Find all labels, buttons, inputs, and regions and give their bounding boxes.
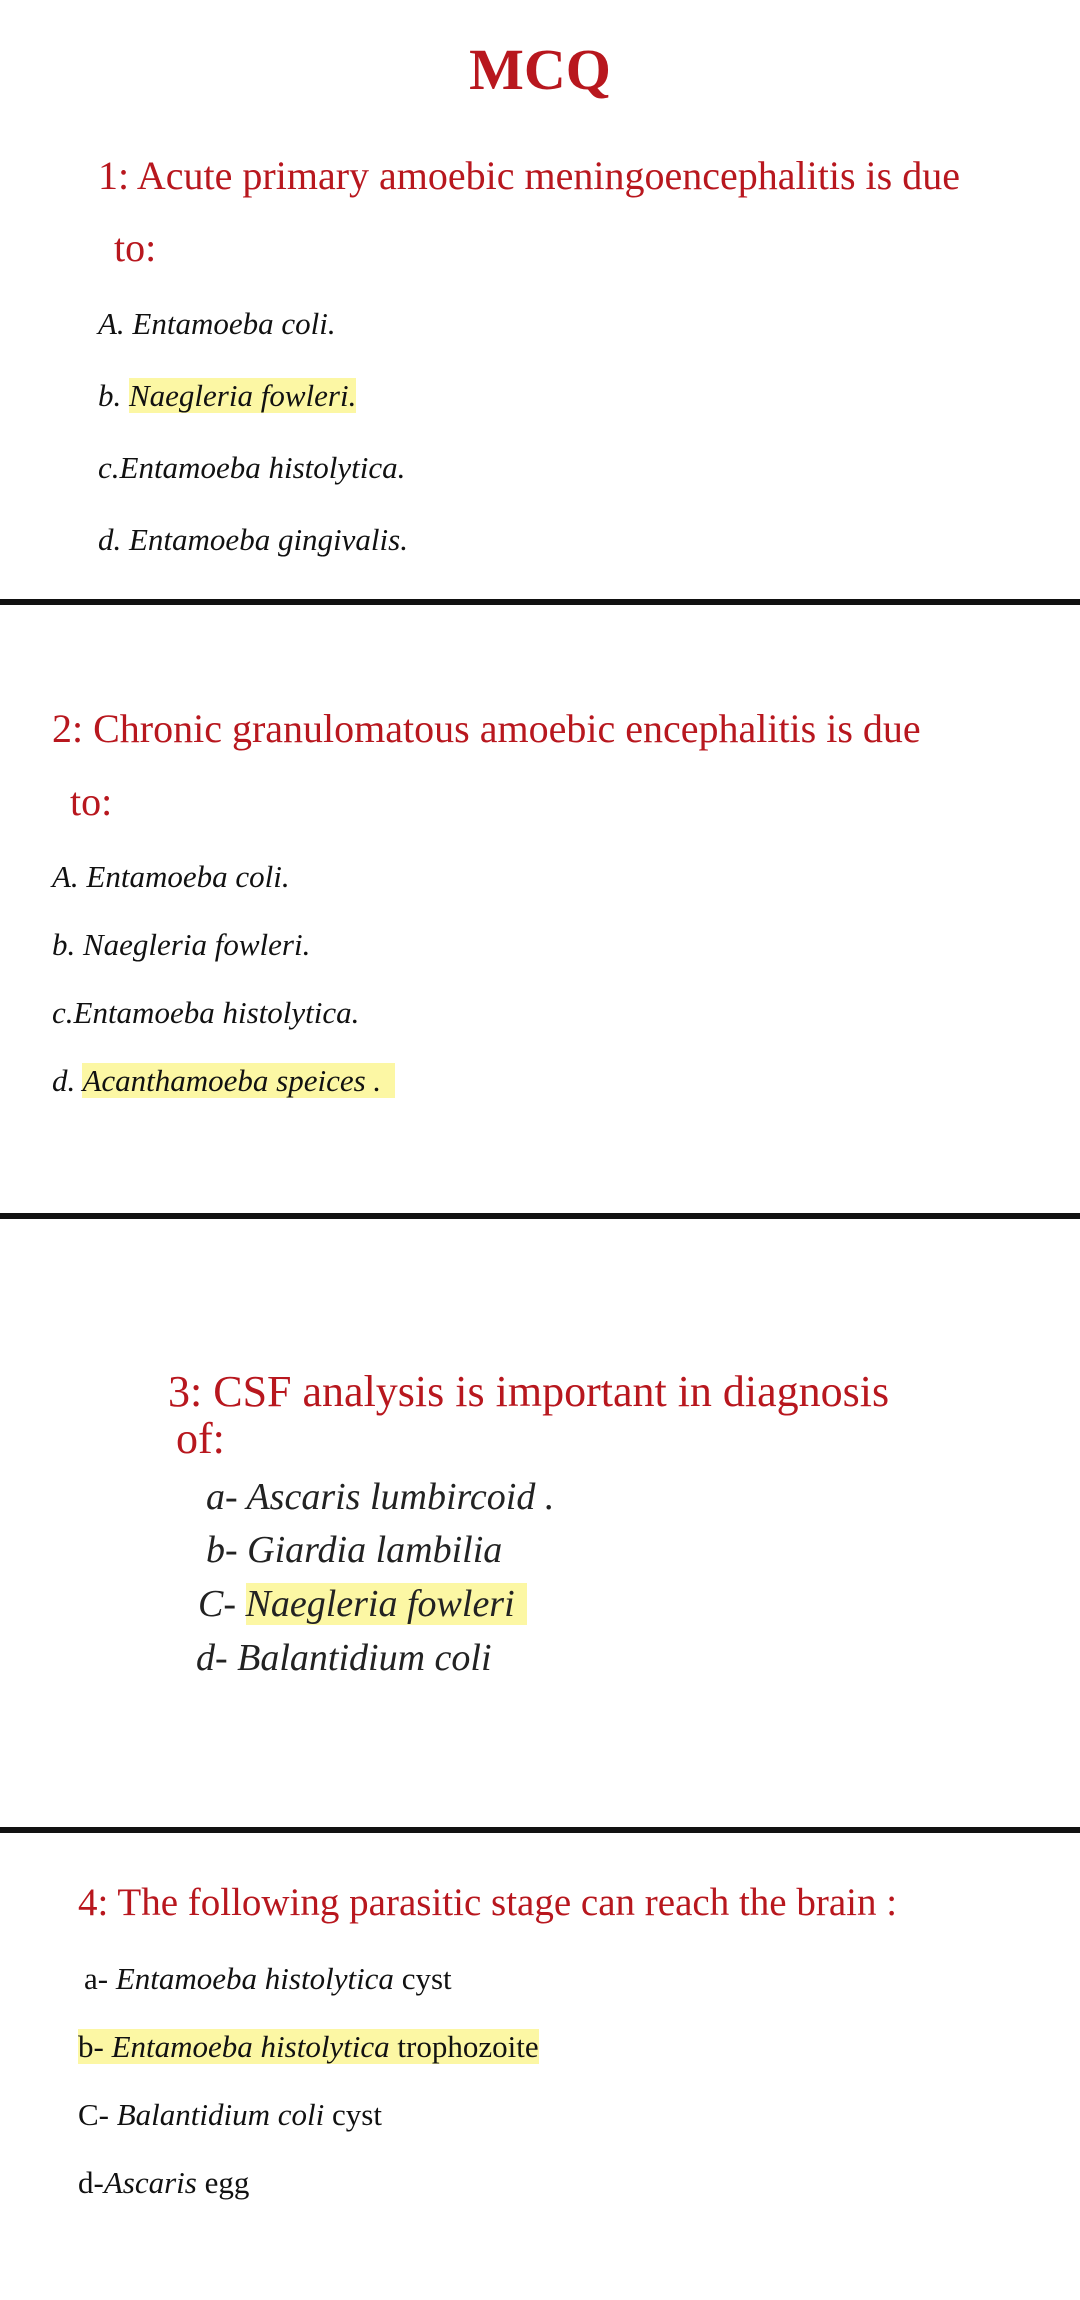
q4-option-c: C- Balantidium coli cyst (78, 2097, 382, 2132)
divider (0, 1827, 1080, 1833)
q1-option-a: A. Entamoeba coli. (98, 306, 336, 341)
q2-option-b: b. Naegleria fowleri. (52, 927, 311, 962)
q1-correct-answer: Naegleria fowleri. (129, 378, 357, 413)
question-2-text: 2: Chronic granulomatous amoebic encephalitis is due (52, 706, 921, 751)
question-3-text: 3: CSF analysis is important in diagnosis (168, 1367, 890, 1416)
q1-option-d: d. Entamoeba gingivalis. (98, 522, 408, 557)
question-3-text-cont: of: (176, 1414, 225, 1463)
q1-option-c: c.Entamoeba histolytica. (98, 450, 406, 485)
q3-option-d: d- Balantidium coli (196, 1637, 492, 1679)
q3-option-c: C- Naegleria fowleri (198, 1582, 527, 1626)
page-title: MCQ (469, 37, 611, 102)
q4-option-d: d-Ascaris egg (78, 2165, 250, 2200)
divider (0, 1213, 1080, 1219)
q3-option-a: a- Ascaris lumbircoid . (206, 1476, 555, 1518)
q2-option-a: A. Entamoeba coli. (52, 859, 290, 894)
q4-correct-answer: b- Entamoeba histolytica trophozoite (78, 2029, 539, 2064)
q4-option-a: a- Entamoeba histolytica cyst (84, 1961, 452, 1996)
q4-option-b (78, 2029, 539, 2065)
q1-option-b: b. Naegleria fowleri. (98, 378, 357, 413)
q3-option-b: b- Giardia lambilia (206, 1529, 503, 1571)
q2-correct-answer: Acanthamoeba speices . (82, 1063, 395, 1098)
q3-correct-answer: Naegleria fowleri (246, 1583, 527, 1625)
question-1-text: 1: Acute primary amoebic meningoencephalitis is due (98, 153, 960, 198)
question-2-text-cont: to: (70, 779, 113, 824)
divider (0, 599, 1080, 605)
question-1-text-cont: to: (114, 225, 157, 270)
q2-option-d: d. Acanthamoeba speices . (52, 1063, 395, 1099)
q2-option-c: c.Entamoeba histolytica. (52, 995, 360, 1030)
question-4-text: 4: The following parasitic stage can reach the brain : (78, 1881, 898, 1924)
